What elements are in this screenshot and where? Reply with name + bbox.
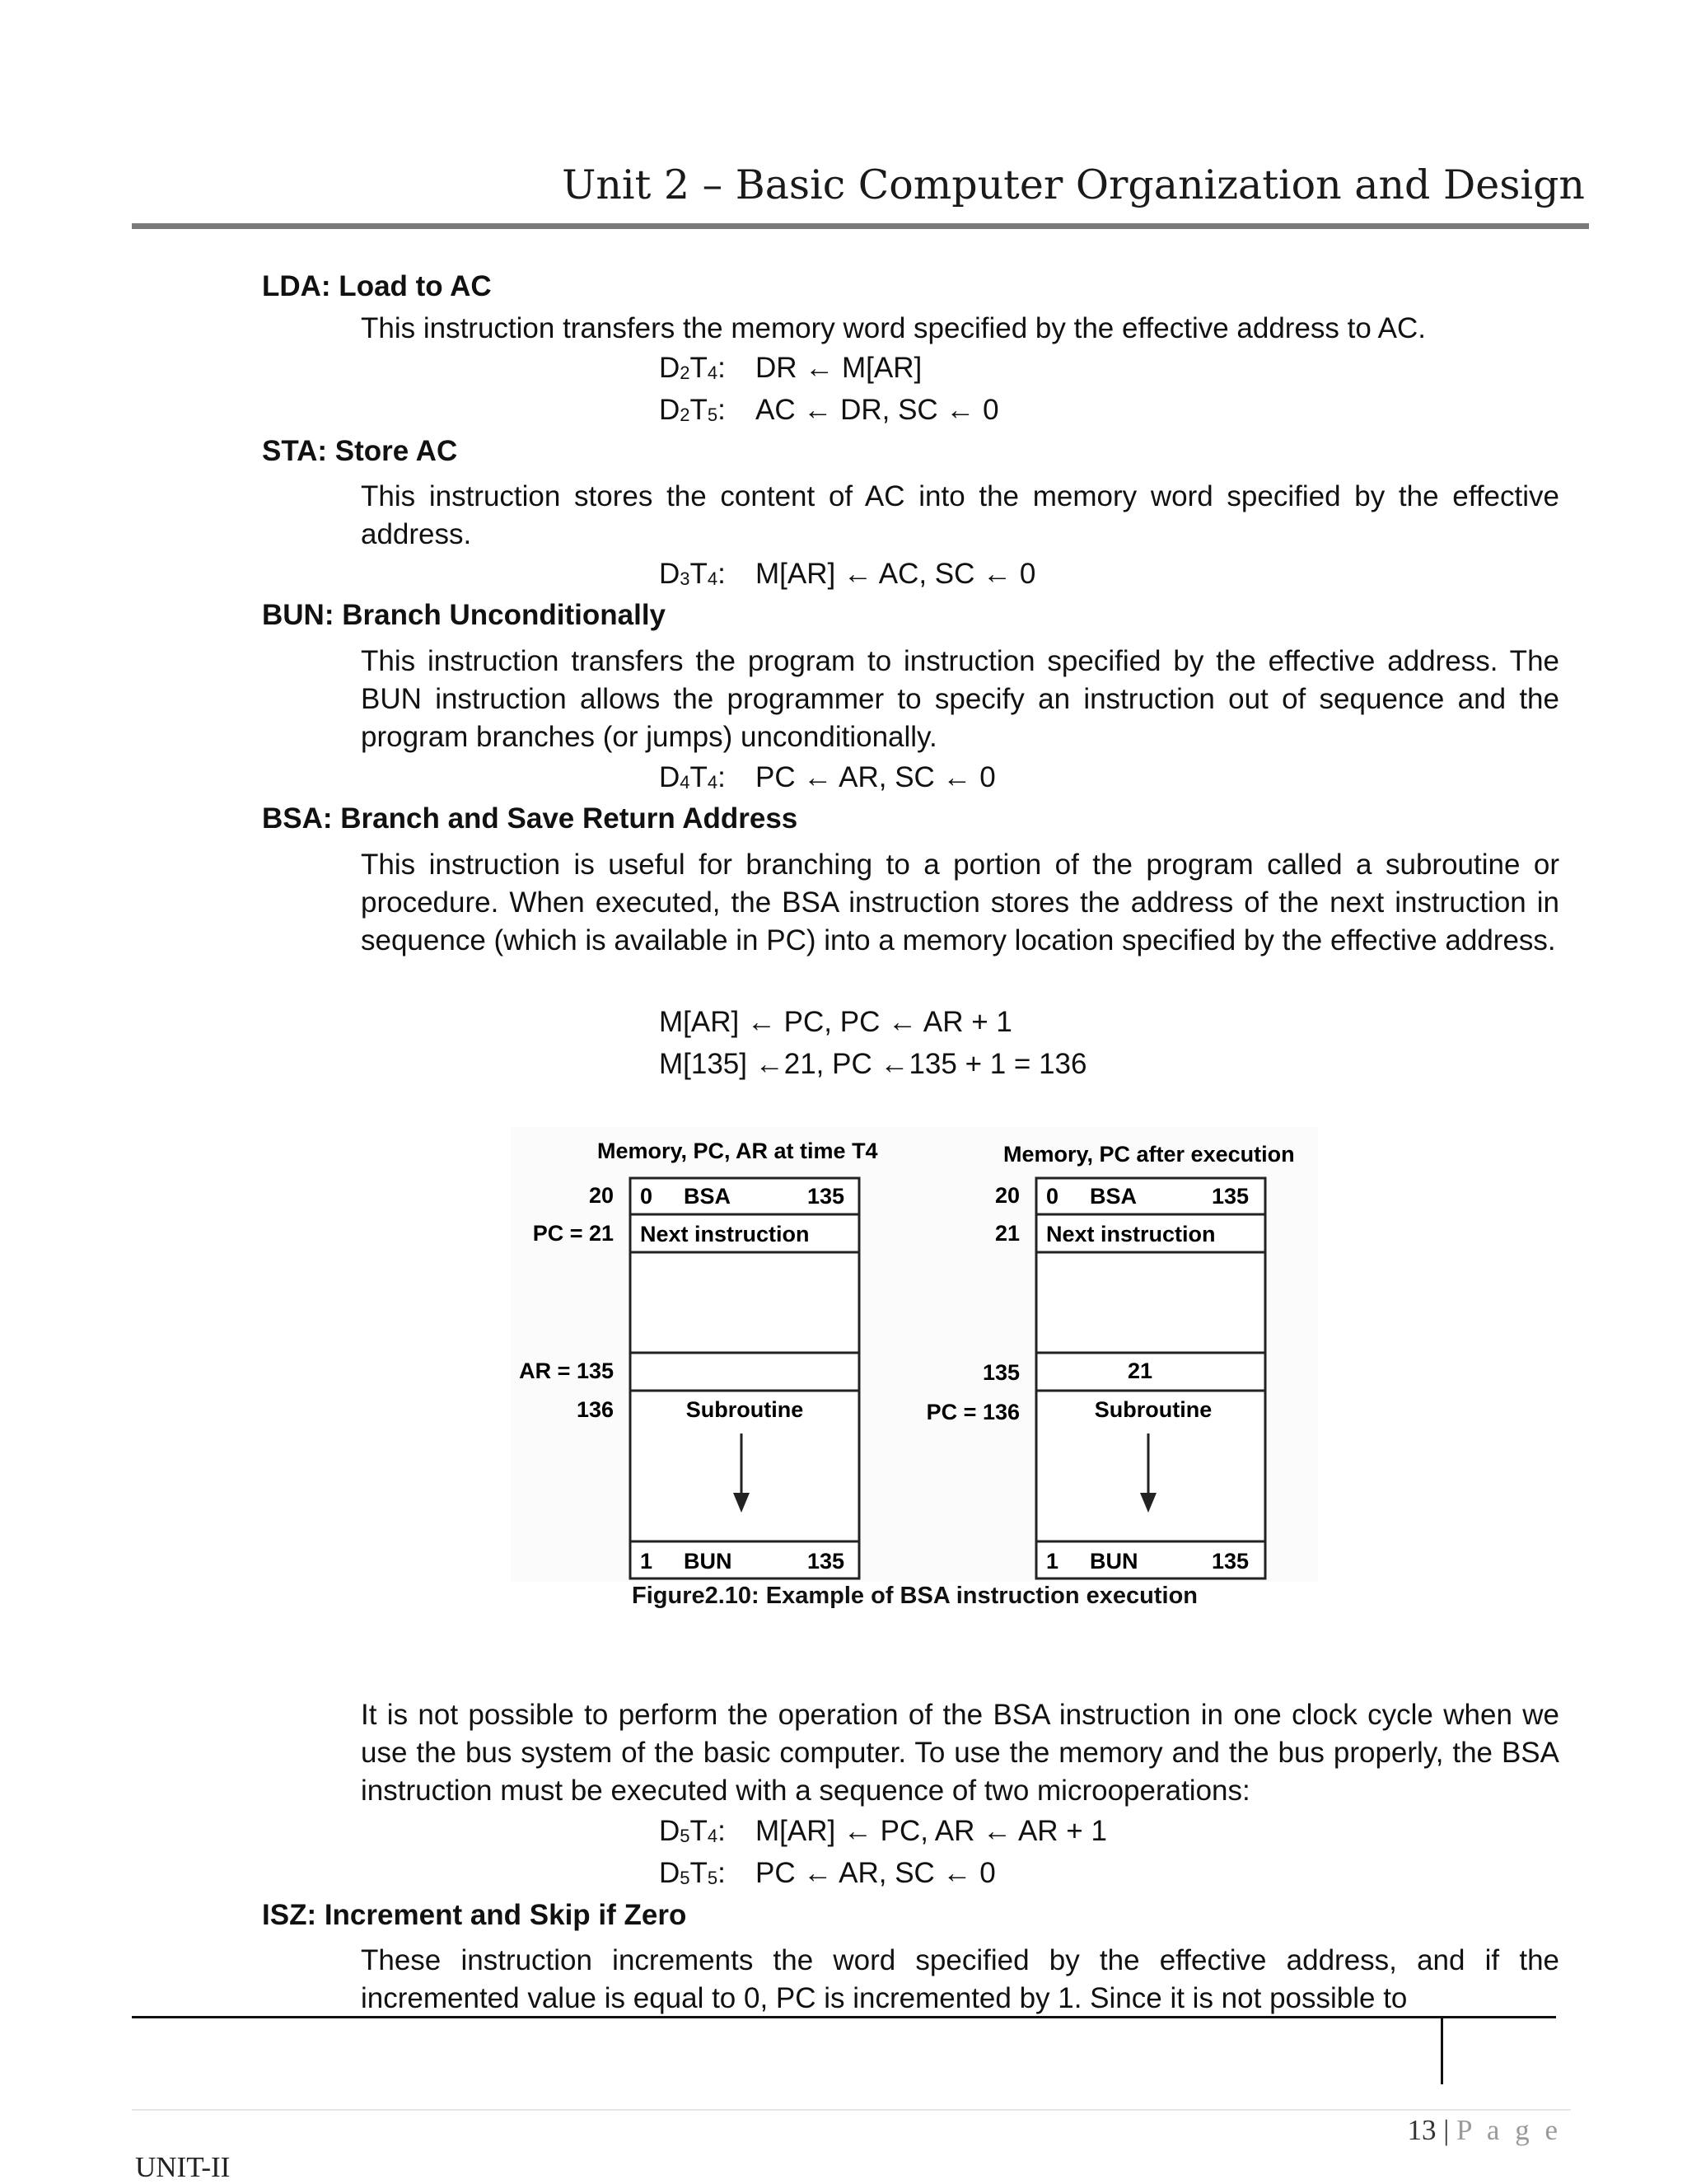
right-row1-opcode: BSA — [1090, 1184, 1138, 1209]
microop-expr: DR ← M[AR] — [755, 352, 923, 384]
paragraph-bsa-2: It is not possible to perform the operation of the BSA instruction in one clock cycle when we use the bus system of the basic computer. To use the memory and the bus properly, the BSA instruction must be executed with a sequence of two microoperations: — [361, 1699, 1559, 1807]
right-addr-21: 21 — [994, 1221, 1020, 1246]
page-label: P a g e — [1456, 2114, 1562, 2146]
right-row1-address: 135 — [1211, 1184, 1249, 1209]
microop-expr: PC ← AR, SC ← 0 — [755, 761, 996, 793]
microop-bun-1 — [659, 761, 996, 794]
page-number: 13 | P a g e — [1407, 2114, 1562, 2146]
page-header-title: Unit 2 – Basic Computer Organization and Design — [562, 161, 1585, 208]
right-last-opcode: BUN — [1090, 1549, 1138, 1574]
timing-label: $D_2T_4$: — [659, 352, 726, 384]
left-last-address: 135 — [806, 1549, 844, 1574]
timing-label: $D_4T_4$: — [659, 761, 726, 793]
right-last-address: 135 — [1211, 1549, 1249, 1574]
timing-label: $D_2T_5$: — [659, 394, 726, 426]
left-next-instruction: Next instruction — [640, 1222, 810, 1246]
left-row1-indirect: 0 — [640, 1184, 653, 1209]
timing-label: $D_3T_4$: — [659, 558, 726, 590]
right-panel-title: Memory, PC after execution — [1003, 1142, 1295, 1167]
bsa-memory-figure — [494, 1125, 1334, 1586]
microop-expr: PC ← AR, SC ← 0 — [755, 1857, 996, 1889]
heading-bun: BUN: Branch Unconditionally — [262, 599, 666, 631]
paragraph-bsa-1: This instruction is useful for branching to a portion of the program called a subroutine or procedure. When executed, the BSA instruction stores the address of the next instruction in sequence (which is available in PC) into a memory location specified by the effective address. — [361, 849, 1559, 956]
microop-sta-1 — [659, 558, 1035, 591]
microop-expr: M[AR] ← AC, SC ← 0 — [755, 558, 1036, 590]
right-row1-indirect: 0 — [1046, 1184, 1059, 1209]
paragraph-sta: This instruction stores the content of AC into the memory word specified by the effective address. — [361, 480, 1559, 550]
left-row1-address: 135 — [806, 1184, 844, 1209]
left-last-opcode: BUN — [684, 1549, 732, 1574]
heading-isz: ISZ: Increment and Skip if Zero — [262, 1899, 687, 1931]
footer-rule — [132, 2016, 1556, 2018]
right-addr-135: 135 — [982, 1360, 1020, 1385]
unit-label: UNIT-II — [135, 2151, 231, 2183]
paragraph-bun: This instruction transfers the program to instruction specified by the effective address. The BUN instruction allows the programmer to specify an instruction out of sequence and the program branches (or jumps) unconditionally. — [361, 645, 1559, 753]
right-subroutine-label: Subroutine — [1094, 1397, 1213, 1422]
microop-bsa-2 — [659, 1857, 996, 1890]
microop-expr: AC ← DR, SC ← 0 — [755, 394, 999, 426]
paragraph-isz: These instruction increments the word specified by the effective address, and if the incremented value is equal to 0, PC is incremented by 1. Since it is not possible to — [361, 1944, 1559, 2014]
microop-expr: M[AR] ← PC, AR ← AR + 1 — [755, 1815, 1107, 1847]
left-addr-20: 20 — [588, 1183, 614, 1208]
footer-tick — [1441, 2016, 1443, 2084]
header-rule — [132, 223, 1589, 229]
right-next-instruction: Next instruction — [1046, 1222, 1216, 1246]
microop-bsa-1 — [659, 1815, 1107, 1848]
expr-bsa-2: M[135] ←21, PC ←135 + 1 = 136 — [659, 1048, 1087, 1080]
right-addr-20: 20 — [994, 1183, 1020, 1208]
heading-sta: STA: Store AC — [262, 435, 458, 467]
right-ar-cell: 21 — [1127, 1359, 1153, 1383]
left-addr-136: 136 — [576, 1397, 614, 1422]
left-subroutine-label: Subroutine — [685, 1397, 804, 1422]
left-last-indirect: 1 — [640, 1549, 653, 1574]
right-pc-label: PC = 136 — [926, 1400, 1020, 1424]
expr-bsa-1: M[AR] ← PC, PC ← AR + 1 — [659, 1006, 1012, 1038]
timing-label: $D_5T_4$: — [659, 1815, 726, 1847]
footer-thin-rule — [132, 2109, 1571, 2111]
paragraph-lda: This instruction transfers the memory word specified by the effective address to AC. — [361, 312, 1426, 344]
left-ar-label: AR = 135 — [519, 1359, 614, 1383]
page-number-value: 13 — [1407, 2114, 1437, 2146]
left-pc-label: PC = 21 — [532, 1221, 614, 1246]
heading-bsa: BSA: Branch and Save Return Address — [262, 802, 798, 835]
timing-label: $D_5T_5$: — [659, 1857, 726, 1889]
right-last-indirect: 1 — [1046, 1549, 1059, 1574]
microop-lda-1 — [659, 352, 922, 385]
left-row1-opcode: BSA — [684, 1184, 731, 1209]
figure-caption: Figure2.10: Example of BSA instruction execution — [632, 1583, 1199, 1609]
microop-lda-2 — [659, 394, 999, 427]
left-panel-title: Memory, PC, AR at time T4 — [597, 1139, 878, 1163]
heading-lda: LDA: Load to AC — [262, 270, 492, 302]
